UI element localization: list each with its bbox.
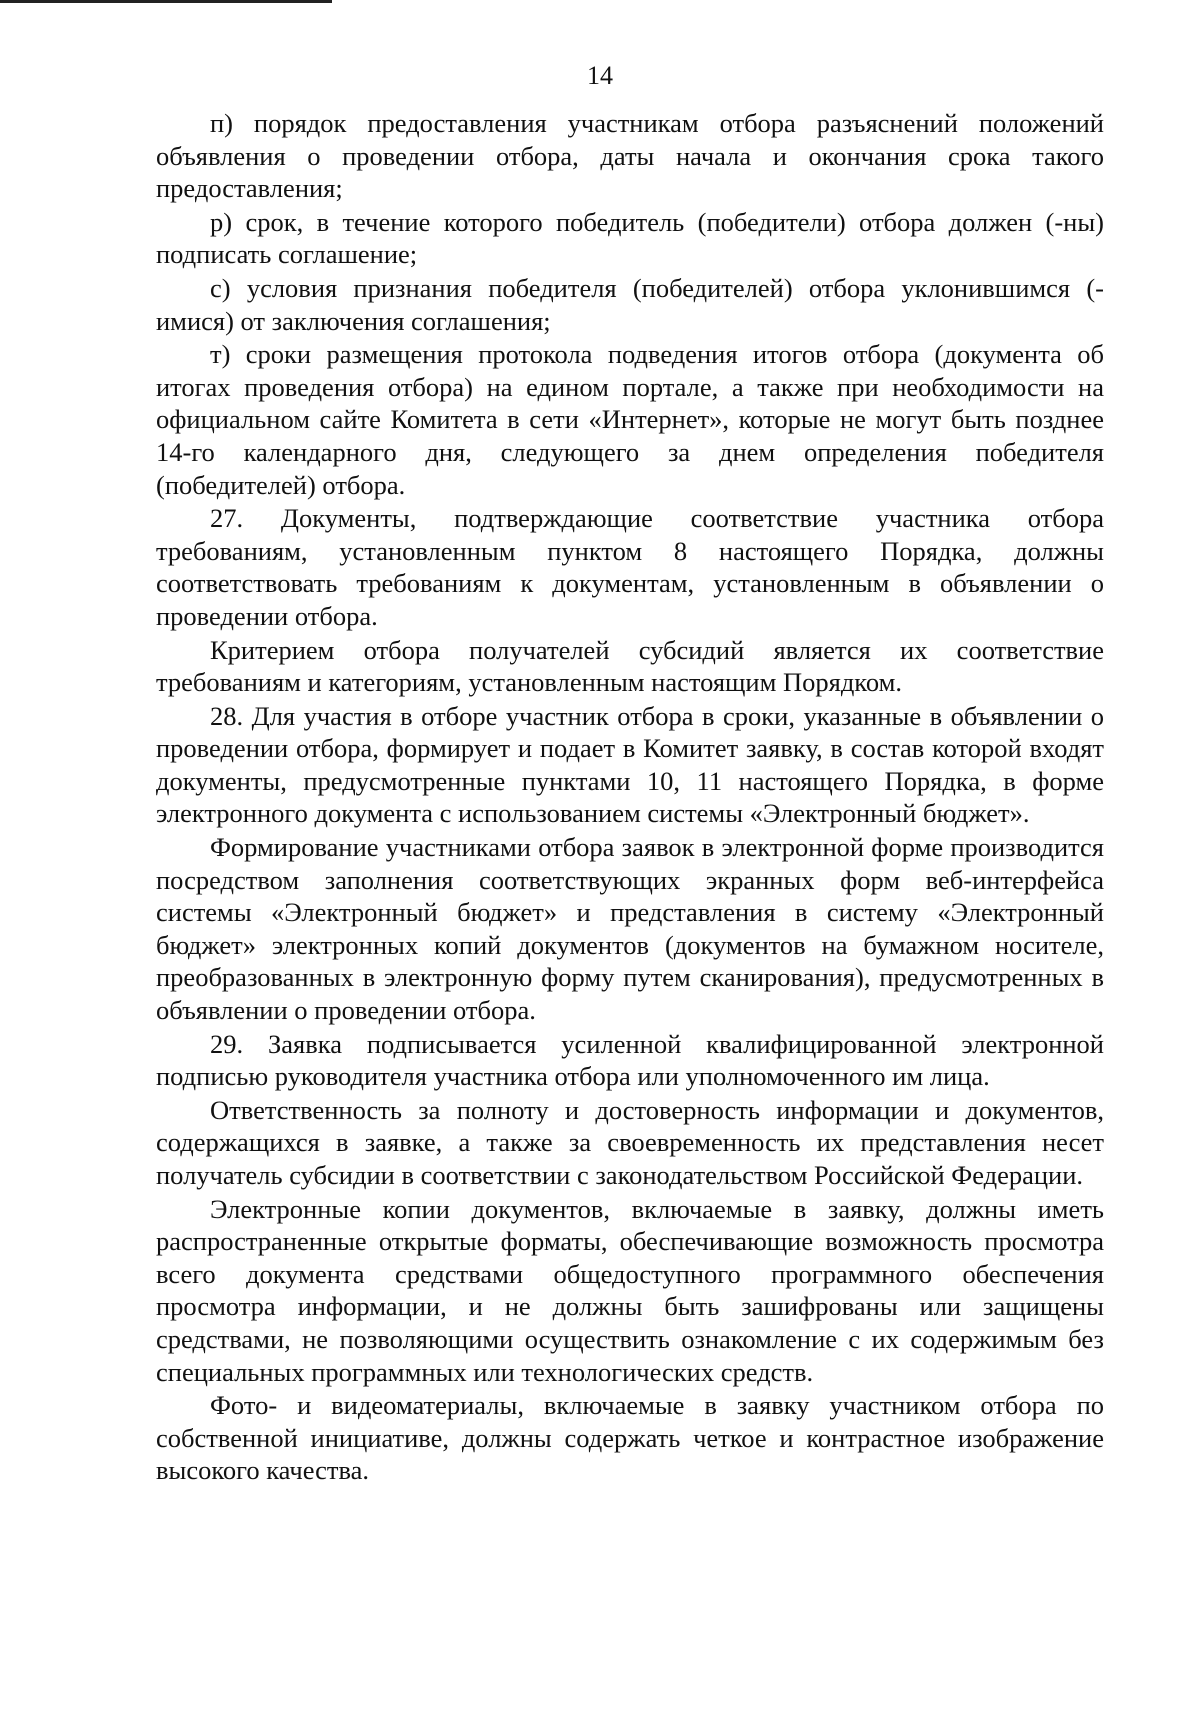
paragraph-p: п) порядок предоставления участникам отбора разъяснений положений объявления о проведении отбора, даты начала и окончания срока такого предоставления; — [156, 108, 1104, 204]
paragraph-selection-criterion: Критерием отбора получателей субсидий является их соответствие требованиям и категориям, установленным настоящим Порядком. — [156, 634, 1104, 698]
paragraph-28: 28. Для участия в отборе участник отбора в сроки, указанные в объявлении о проведении отбора, формирует и подает в Комитет заявку, в состав которой входят документы, предусмотренные пунктами 10, 11 настоящего Порядка, в форме электронного документа с использованием системы «Электронный бюджет». — [156, 700, 1104, 829]
paragraph-r: р) срок, в течение которого победитель (победители) отбора должен (-ны) подписать соглашение; — [156, 206, 1104, 270]
paragraph-application-forming: Формирование участниками отбора заявок в электронной форме производится посредством заполнения соответствующих экранных форм веб-интерфейса системы «Электронный бюджет» и представления в систему «Электронный бюджет» электронных копий документов (документов на бумажном носителе, преобразованных в электронную форму путем сканирования), предусмотренных в объявлении о проведении отбора. — [156, 832, 1104, 1026]
paragraph-29: 29. Заявка подписывается усиленной квалифицированной электронной подписью руководителя участника отбора или уполномоченного им лица. — [156, 1028, 1104, 1092]
page-number: 14 — [587, 61, 613, 90]
paragraph-t: т) сроки размещения протокола подведения итогов отбора (документа об итогах проведения отбора) на едином портале, а также при необходимости на официальном сайте Комитета в сети «Интернет», которые не могут быть позднее 14-го календарного дня, следующего за днем определения победителя (победителей) отбора. — [156, 339, 1104, 500]
paragraph-responsibility: Ответственность за полноту и достоверность информации и документов, содержащихся в заявке, а также за своевременность их представления несет получатель субсидии в соответствии с законодательством Российской Федерации. — [156, 1094, 1104, 1190]
paragraph-s: с) условия признания победителя (победителей) отбора уклонившимся (-имися) от заключения соглашения; — [156, 272, 1104, 336]
paragraph-photo-video: Фото- и видеоматериалы, включаемые в заявку участником отбора по собственной инициативе, должны содержать четкое и контрастное изображение высокого качества. — [156, 1390, 1104, 1486]
paragraph-27: 27. Документы, подтверждающие соответствие участника отбора требованиям, установленным пунктом 8 настоящего Порядка, должны соответствовать требованиям к документам, установленным в объявлении о проведении отбора. — [156, 503, 1104, 631]
scan-edge-mark — [0, 0, 332, 3]
document-body — [156, 107, 1104, 1487]
paragraph-electronic-copies: Электронные копии документов, включаемые в заявку, должны иметь распространенные открытые форматы, обеспечивающие возможность просмотра всего документа средствами общедоступного программного обеспечения просмотра информации, и не должны быть зашифрованы или защищены средствами, не позволяющими осуществить ознакомление с их содержимым без специальных программных или технологических средств. — [156, 1193, 1104, 1387]
